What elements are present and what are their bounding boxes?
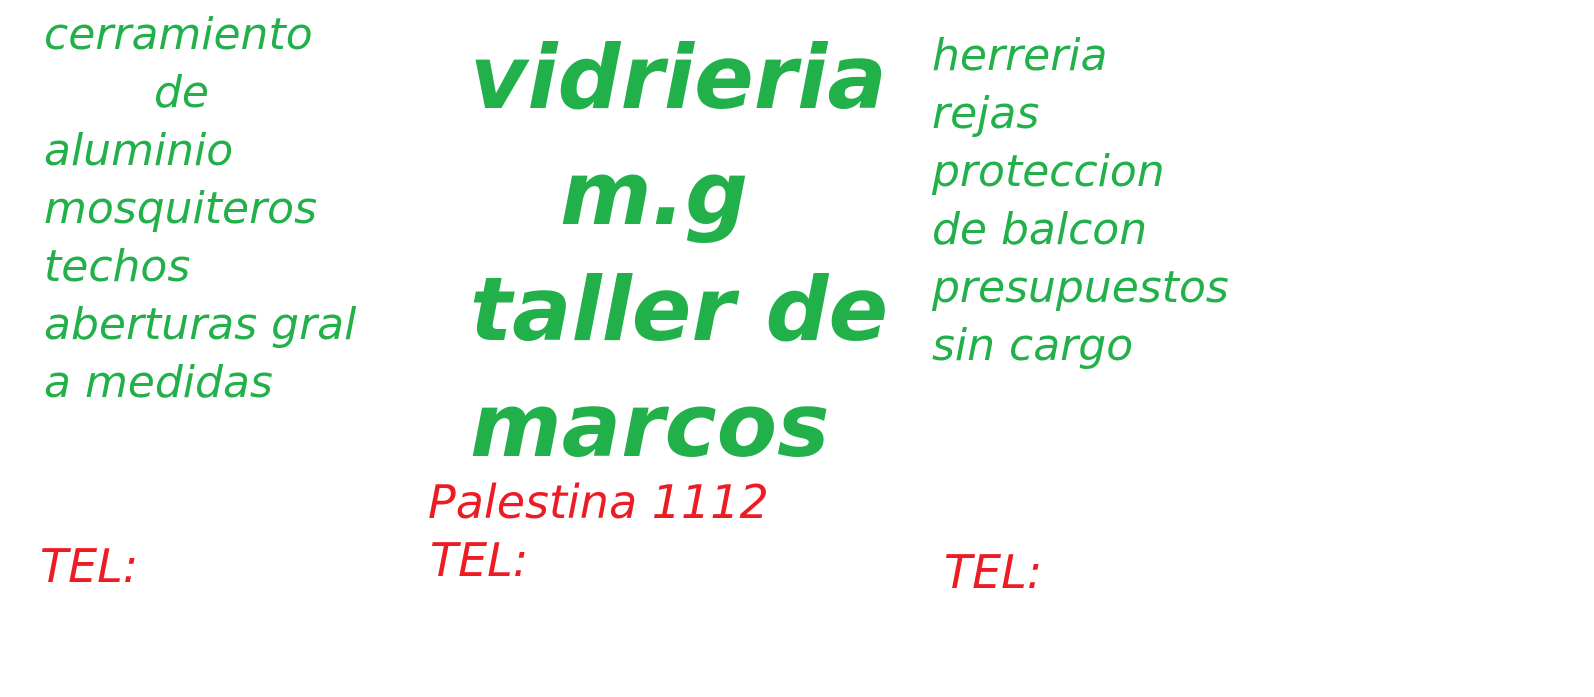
service-line: aberturas gral — [44, 299, 357, 350]
service-line: herreria — [932, 30, 1108, 81]
service-line: proteccion — [932, 146, 1165, 197]
tel-label-left: TEL: — [40, 539, 139, 593]
service-line: de — [154, 67, 209, 118]
title-line: taller de — [470, 258, 889, 361]
service-line: mosquiteros — [44, 183, 318, 234]
title-line: m.g — [560, 142, 749, 245]
title-line: vidrieria — [470, 26, 887, 129]
right-services-list — [932, 27, 1352, 375]
address-text: Palestina 1112 — [428, 475, 769, 529]
title-line: marcos — [470, 374, 830, 477]
service-line: aluminio — [44, 125, 234, 176]
tel-label-right: TEL: — [944, 545, 1043, 599]
service-line: techos — [44, 241, 191, 292]
tel-label-center: TEL: — [430, 533, 529, 587]
service-line: presupuestos — [932, 262, 1229, 313]
service-line: cerramiento — [44, 9, 313, 60]
service-line: sin cargo — [932, 320, 1134, 371]
left-services-list — [44, 6, 404, 412]
service-line: a medidas — [44, 357, 273, 408]
service-line: rejas — [932, 88, 1040, 139]
business-title — [470, 20, 890, 484]
service-line: de balcon — [932, 204, 1148, 255]
